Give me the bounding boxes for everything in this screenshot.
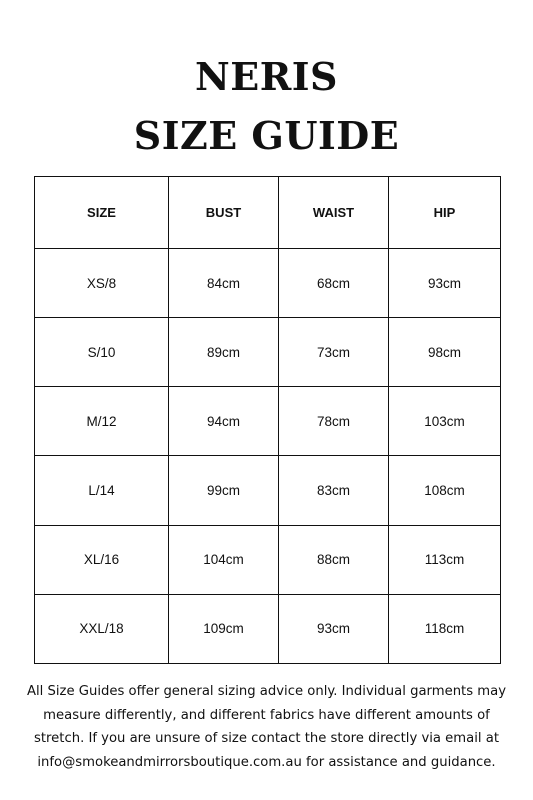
table-header-row (35, 177, 501, 249)
title-size-guide: SIZE GUIDE (133, 113, 400, 158)
cell-bust: 99cm (169, 456, 279, 525)
cell-bust: 84cm (169, 249, 279, 318)
header-waist: WAIST (279, 177, 389, 249)
disclaimer-line-1: All Size Guides offer general sizing advice only. Individual garments may (26, 684, 507, 699)
cell-waist: 83cm (279, 456, 389, 525)
size-table (34, 176, 501, 664)
cell-waist: 93cm (279, 594, 389, 663)
cell-size: XXL/18 (35, 594, 169, 663)
disclaimer-line-2: measure differently, and different fabrics have different amounts of (43, 707, 490, 723)
header-size: SIZE (35, 177, 169, 249)
cell-bust: 109cm (169, 594, 279, 663)
cell-bust: 94cm (169, 387, 279, 456)
cell-size: M/12 (35, 387, 169, 456)
table-row (35, 318, 501, 387)
cell-waist: 73cm (279, 318, 389, 387)
title-product-name: NERIS (195, 54, 338, 99)
cell-size: XL/16 (35, 525, 169, 594)
cell-bust: 104cm (169, 525, 279, 594)
table-row (35, 387, 501, 456)
cell-bust: 89cm (169, 318, 279, 387)
cell-hip: 113cm (389, 525, 501, 594)
table-row (35, 249, 501, 318)
table-row (35, 456, 501, 525)
cell-waist: 78cm (279, 387, 389, 456)
cell-waist: 68cm (279, 249, 389, 318)
disclaimer-line-4: info@smokeandmirrorsboutique.com.au for assistance and guidance. (37, 754, 496, 770)
header-bust: BUST (169, 177, 279, 249)
header-hip: HIP (389, 177, 501, 249)
cell-hip: 103cm (389, 387, 501, 456)
cell-size: S/10 (35, 318, 169, 387)
cell-size: XS/8 (35, 249, 169, 318)
table-row (35, 525, 501, 594)
cell-size: L/14 (35, 456, 169, 525)
cell-waist: 88cm (279, 525, 389, 594)
cell-hip: 108cm (389, 456, 501, 525)
cell-hip: 98cm (389, 318, 501, 387)
cell-hip: 93cm (389, 249, 501, 318)
table-row (35, 594, 501, 663)
cell-hip: 118cm (389, 594, 501, 663)
sizing-disclaimer (0, 680, 533, 774)
disclaimer-line-3: stretch. If you are unsure of size contact the store directly via email at (34, 731, 499, 746)
